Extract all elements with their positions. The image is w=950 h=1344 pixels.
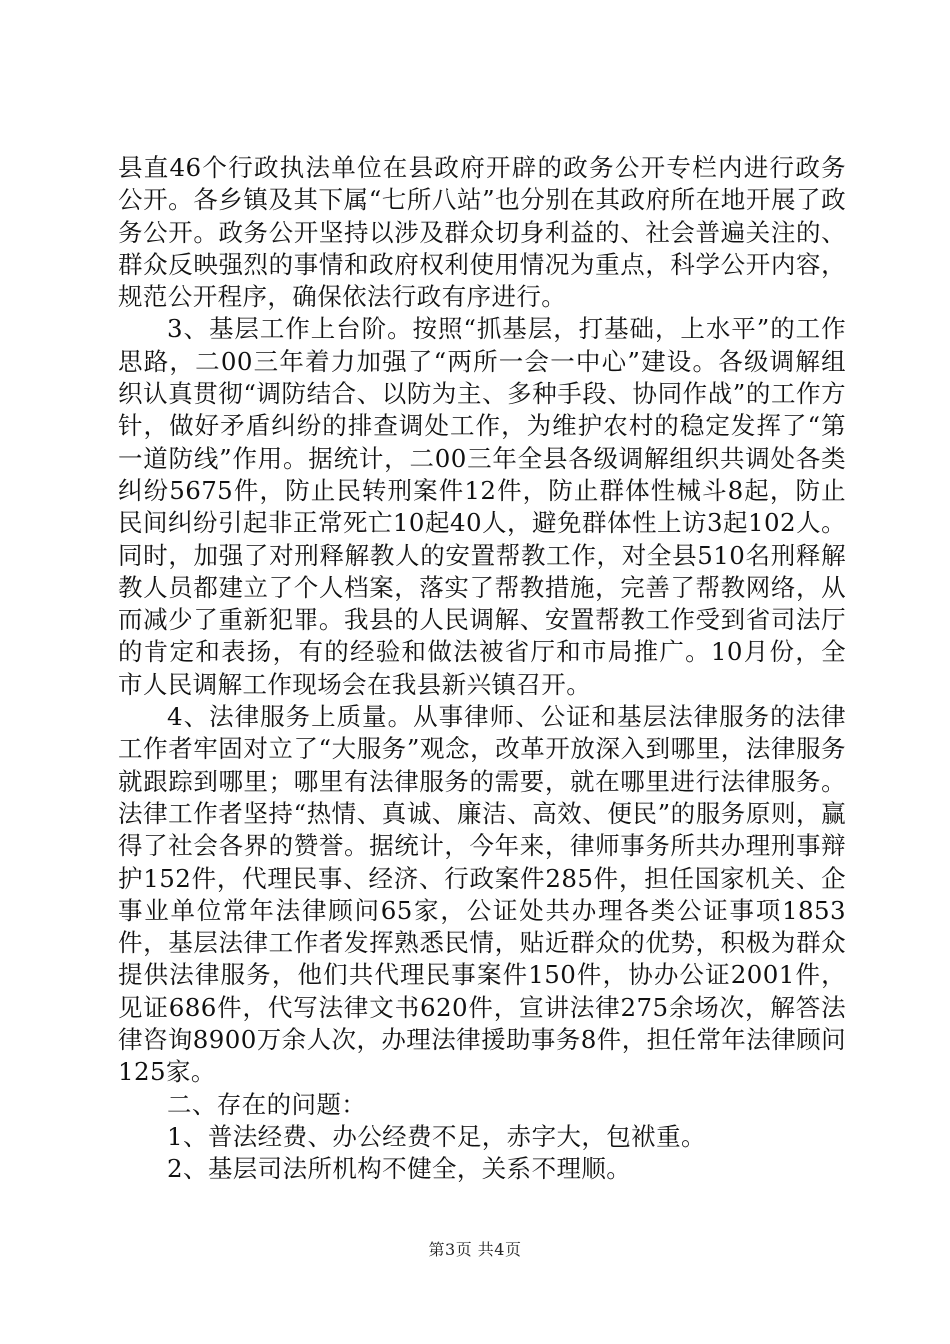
paragraph-3: 4、法律服务上质量。从事律师、公证和基层法律服务的法律工作者牢固对立了“大服务”观念，改革开放深入到哪里，法律服务就跟踪到哪里；哪里有法律服务的需要，就在哪里进行法律服务。法律工作者坚持“热情、真诚、廉洁、高效、便民”的服务原则，赢得了社会各界的赞誉。据统计，今年来，律师事务所共办理刑事辩护152件，代理民事、经济、行政案件285件，担任国家机关、企事业单位常年法律顾问65家，公证处共办理各类公证事项1853件，基层法律工作者发挥熟悉民情，贴近群众的优势，积极为群众提供法律服务，他们共代理民事案件150件，协办公证2001件，见证686件，代写法律文书620件，宣讲法律275余场次，解答法律咨询8900万余人次，办理法律援助事务8件，担任常年法律顾问125家。 [118, 702, 846, 1087]
section-heading: 二、存在的问题： [167, 1089, 367, 1119]
page-number-footer: 第3页 共4页 [428, 1240, 522, 1259]
problem-item-2: 2、基层司法所机构不健全，关系不理顺。 [167, 1154, 632, 1184]
paragraph-2: 3、基层工作上台阶。按照“抓基层，打基础，上水平”的工作思路，二00三年着力加强了“两所一会一中心”建设。各级调解组织认真贯彻“调防结合、以防为主、多种手段、协同作战”的工作方针，做好矛盾纠纷的排查调处工作，为维护农村的稳定发挥了“第一道防线”作用。据统计，二00三年全县各级调解组织共调处各类纠纷5675件，防止民转刑案件12件，防止群体性械斗8起，防止民间纠纷引起非正常死亡10起40人，避免群体性上访3起102人。同时，加强了对刑释解教人的安置帮教工作，对全县510名刑释解教人员都建立了个人档案，落实了帮教措施，完善了帮教网络，从而减少了重新犯罪。我县的人民调解、安置帮教工作受到省司法厅的肯定和表扬，有的经验和做法被省厅和市局推广。10月份，全市人民调解工作现场会在我县新兴镇召开。 [118, 314, 846, 699]
problem-item-1: 1、普法经费、办公经费不足，赤字大，包袱重。 [167, 1121, 706, 1151]
document-body [118, 152, 846, 1186]
paragraph-1: 县直46个行政执法单位在县政府开辟的政务公开专栏内进行政务公开。各乡镇及其下属“七所八站”也分别在其政府所在地开展了政务公开。政务公开坚持以涉及群众切身利益的、社会普遍关注的、群众反映强烈的事情和政府权利使用情况为重点，科学公开内容，规范公开程序，确保依法行政有序进行。 [118, 153, 846, 312]
